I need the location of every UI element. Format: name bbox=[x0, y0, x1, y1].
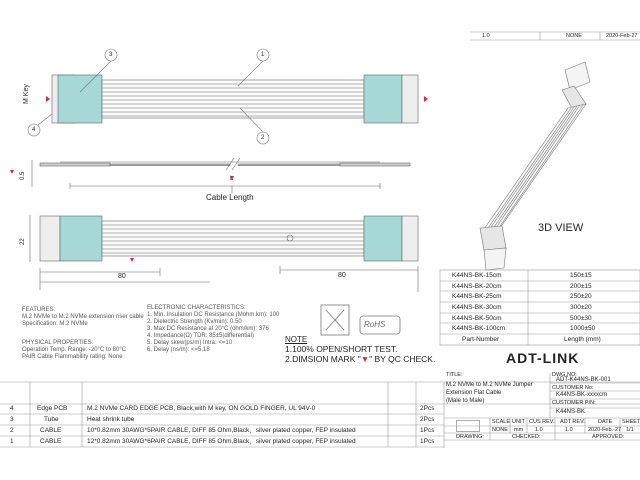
length-table-len: 200±15 bbox=[570, 283, 592, 290]
bom-qty: 1Pcs bbox=[420, 427, 435, 434]
length-dim-letter: L bbox=[230, 176, 234, 182]
rohs-badge: RoHS bbox=[364, 320, 386, 329]
length-table-pn: K44NS-BK-20cm bbox=[452, 283, 502, 290]
callout-4-label: 4 bbox=[32, 127, 36, 133]
bom-no: 4 bbox=[10, 405, 14, 412]
physical-heading: PHYSICAL PROPERTIES: bbox=[22, 340, 94, 346]
right-pcb-edge bbox=[402, 75, 418, 123]
bom-name: CABLE bbox=[40, 438, 62, 445]
meta-header: SHEET bbox=[622, 419, 640, 425]
features-line: M.2 NVMe to M.2 NVMe extension riser cable bbox=[22, 314, 144, 320]
customer-pn-value: K44NS-BK bbox=[556, 409, 586, 415]
bom-name: Tube bbox=[44, 416, 59, 423]
length-table-pn: K44NS-BK-15cm bbox=[452, 272, 502, 279]
meta-value: 2020-Feb.-27 bbox=[588, 427, 622, 433]
bom-no: 1 bbox=[10, 438, 14, 445]
electronic-line: 3. Max DC Resistance at 20°C (ohm/km): 376 bbox=[147, 326, 269, 332]
meta-header: UNIT bbox=[512, 419, 525, 425]
electronic-line: 4. Impedance(Ω) TDR: 85±5(differential) bbox=[147, 333, 254, 339]
features-heading: FEATURES: bbox=[22, 307, 56, 313]
width-dim: 22 bbox=[20, 238, 26, 245]
flat-cable-top bbox=[102, 80, 364, 118]
bom-desc: Heat shrink tube bbox=[87, 416, 135, 423]
length-table-len: 1000±50 bbox=[570, 325, 596, 332]
brand-logo: ADT-LINK bbox=[506, 350, 580, 366]
length-table-pn: K44NS-BK-50cm bbox=[452, 315, 502, 322]
length-table-len: 300±20 bbox=[570, 304, 592, 311]
note-line-2: 2.DIMSION MARK "▼" BY QC CHECK. bbox=[285, 354, 436, 364]
electronic-heading: ELECTRONIC CHARACTERISTICS: bbox=[147, 305, 246, 311]
bom-qty: 2Pcs bbox=[420, 405, 435, 412]
length-table-len: 150±15 bbox=[570, 272, 592, 279]
electronic-line: 6. Delay (ns/m): <=5.18 bbox=[147, 347, 210, 353]
length-table-header-len: Length (mm) bbox=[564, 336, 601, 343]
right-connector bbox=[364, 75, 402, 123]
meta-value: 1.0 bbox=[565, 427, 573, 433]
meta-value: 1.0 bbox=[535, 427, 543, 433]
callout-1-label: 1 bbox=[261, 52, 265, 58]
meta-value: mm bbox=[514, 427, 524, 433]
note-title: NOTE bbox=[285, 335, 308, 344]
physical-block bbox=[22, 340, 126, 361]
cable-3d-view bbox=[480, 62, 590, 270]
callout-3-label: 3 bbox=[109, 52, 113, 58]
title-text: M.2 NVMe to M.2 NVMe Jumper Extension Flat Cable (Male to Male) bbox=[446, 382, 533, 404]
length-table-header-pn: Part-Number bbox=[462, 336, 500, 343]
approved-label: APPROVED: bbox=[592, 434, 625, 440]
electronic-line: 2. Dielectric Strength (Kv/min): 0.50 bbox=[147, 319, 242, 325]
strip-scale: NONE bbox=[566, 33, 582, 39]
bom-desc: 12*0.82mm 30AWG*6PAIR CABLE, DIFF 85 Ohm,Black，silver plated copper, FEP insulated bbox=[87, 438, 356, 445]
drawing-label: DRAWING: bbox=[456, 434, 484, 440]
meta-header: SCALE bbox=[492, 419, 511, 425]
bom-no: 3 bbox=[10, 416, 14, 423]
bom-desc: 10*0.82mm 30AWG*5PAIR CABLE, DIFF 85 Ohm,Black，silver plated copper, FEP insulated bbox=[87, 427, 356, 434]
title-label: TITLE: bbox=[446, 372, 463, 378]
thickness-dim: 0.5 bbox=[20, 171, 26, 180]
dwg-value: ADT-K44NS-BK-001 bbox=[556, 377, 611, 383]
bom-no: 2 bbox=[10, 427, 14, 434]
electronic-line: 1. Min. Insulation DC Resistance (Mohm.km): 100 bbox=[147, 312, 280, 318]
customer-pn-label: CUSTOMER P/N: bbox=[552, 400, 596, 406]
length-table-pn: K44NS-BK-30cm bbox=[452, 304, 502, 311]
m-key-label: M Key bbox=[23, 84, 30, 104]
meta-header: DATE bbox=[598, 419, 613, 425]
meta-value: NONE bbox=[492, 427, 508, 433]
bom-name: Edge PCB bbox=[37, 405, 68, 412]
features-line: Specification: M.2 NVMe bbox=[22, 321, 88, 327]
note-line-1: 1.100% OPEN/SHORT TEST. bbox=[285, 344, 398, 354]
checked-label: CHECKED: bbox=[512, 434, 541, 440]
3d-view-label: 3D VIEW bbox=[538, 222, 584, 234]
left-length-dim: 80 bbox=[118, 273, 126, 280]
bom-qty: 2Pcs bbox=[420, 416, 435, 423]
meta-header: ADT REV. bbox=[560, 419, 585, 425]
bom-qty: 1Pcs bbox=[420, 438, 435, 445]
physical-line: Operation Temp. Range: -20°C to 80°C bbox=[22, 347, 127, 353]
bom-name: CABLE bbox=[40, 427, 62, 434]
length-table-len: 500±30 bbox=[570, 315, 592, 322]
meta-value: 1/1 bbox=[626, 427, 634, 433]
electronic-block bbox=[147, 305, 279, 354]
meta-header: CUS REV. bbox=[529, 419, 555, 425]
left-connector bbox=[58, 75, 102, 123]
strip-rev: 1.0 bbox=[482, 33, 490, 39]
bottom-view bbox=[30, 215, 418, 292]
dwg-label: DWG.NO: bbox=[552, 372, 577, 378]
top-view bbox=[52, 75, 418, 123]
bom-desc: M.2 NVMe CARD EDGE PCB, Black,with M key, ON GOLD FINGER, UL 94V-0 bbox=[87, 405, 316, 412]
mark-triangle-icon: ▼ bbox=[360, 354, 370, 364]
length-table-pn: K44NS-BK-100cm bbox=[452, 325, 506, 332]
features-block bbox=[22, 307, 144, 328]
electronic-line: 5. Delay skew(ps/m) Intra: <=10 bbox=[147, 340, 233, 346]
projection-symbol-icon bbox=[456, 420, 480, 432]
physical-line: PAIR Cable Flammability rating: None bbox=[22, 354, 123, 360]
customer-no-label: CUSTOMER No: bbox=[552, 385, 594, 391]
length-table-len: 250±20 bbox=[570, 293, 592, 300]
strip-date: 2020-Feb-27 bbox=[606, 33, 638, 39]
cable-length-label: Cable Length bbox=[206, 193, 254, 202]
side-view bbox=[32, 158, 410, 193]
length-table-pn: K44NS-BK-25cm bbox=[452, 293, 502, 300]
right-length-dim: 80 bbox=[338, 272, 346, 279]
customer-no-value: K44NS-BK-xxxxcm bbox=[556, 392, 608, 398]
callout-2-label: 2 bbox=[261, 135, 265, 141]
